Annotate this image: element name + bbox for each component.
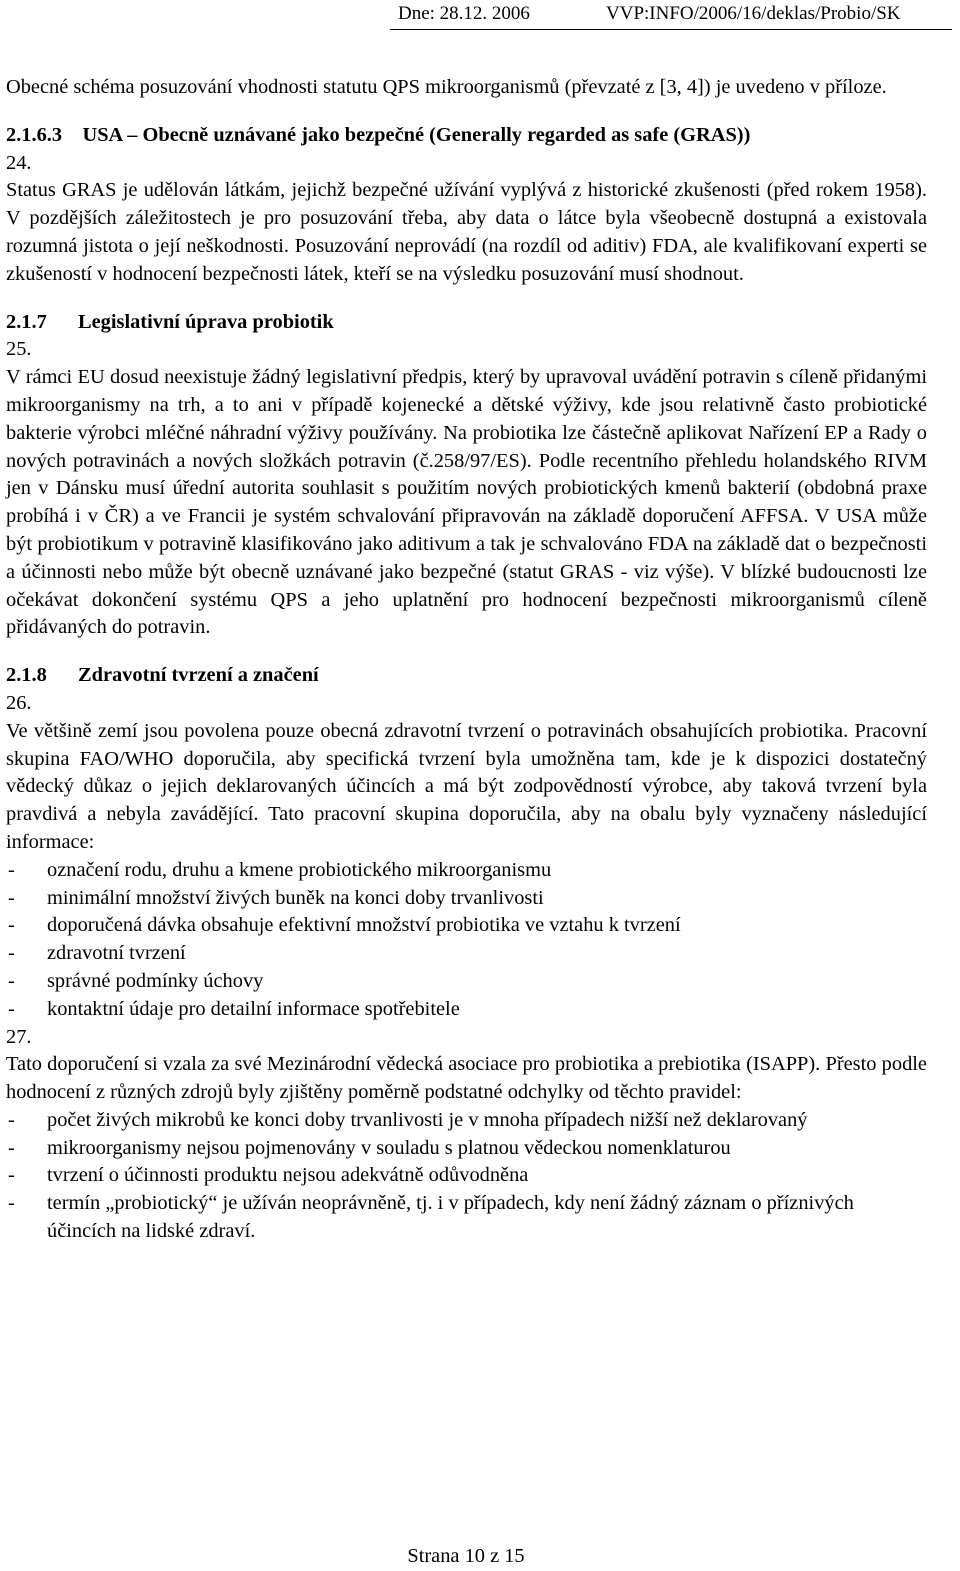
legislation-paragraph: V rámci EU dosud neexistuje žádný legislativní předpis, který by upravoval uvádění potravin s cíleně přidanými mikroorganismy na trh, a to ani v případě kojenecké a dětské výživy, kde jsou relativně často probiotické bakterie výrobci mléčné náhradní výživy používány. Na probiotika lze částečně aplikovat Nařízení EP a Rady o nových potravinách a nových složkách potravin (č.258/97/ES). Podle recentního přehledu holandského RIVM jen v Dánsku musí úřední autorita souhlasit s použitím nových probiotických kmenů bakterií (obdobná praxe probíhá i v ČR) a ve Francii je systém schvalování připravován na základě doporučení AFFSA. V USA může být probiotikum v potravině klasifikováno jako aditivum a tak je schvalováno FDA na základě dat o bezpečnosti a účinnosti nebo může být obecně uznávané jako bezpečné (statut GRAS - viz výše). V blízké budoucnosti lze očekávat dokončení systému QPS a jeho uplatnění pro hodnocení bezpečnosti mikroorganismů cíleně přidávaných do potravin. [6,366,927,639]
page-footer [0,1545,932,1568]
paragraph-number: 24. [6,151,32,174]
list-item: - správné podmínky úchovy [6,968,927,996]
list-item: - kontaktní údaje pro detailní informace spotřebitele [6,996,927,1024]
page-header [390,0,952,30]
section-title: Legislativní úprava probiotik [78,310,334,333]
paragraph-number: 25. [6,338,32,361]
document-body [6,74,927,1246]
section-number: 2.1.6.3 [6,123,63,146]
section-number: 2.1.7 [6,310,47,333]
header-date: Dne: 28.12. 2006 [398,3,530,24]
list-item: - tvrzení o účinnosti produktu nejsou adekvátně odůvodněna [6,1162,927,1190]
paragraph-number: 26. [6,691,32,714]
section-number: 2.1.8 [6,664,47,687]
paragraph-number: 27. [6,1025,32,1048]
section-heading-legislation [6,309,927,337]
list-item: - mikroorganismy nejsou pojmenovány v souladu s platnou vědeckou nomenklaturou [6,1135,927,1163]
list-item: - počet živých mikrobů ke konci doby trvanlivosti je v mnoha případech nižší než deklarovaný [6,1107,927,1135]
list-item: - minimální množství živých buněk na konci doby trvanlivosti [6,885,927,913]
list-item: - doporučená dávka obsahuje efektivní množství probiotika ve vztahu k tvrzení [6,912,927,940]
recommended-label-info-list [6,857,927,1024]
section-title: Zdravotní tvrzení a značení [78,664,319,687]
list-item: - termín „probiotický“ je užíván neoprávněně, tj. i v případech, kdy není žádný záznam o příznivých účincích na lidské zdraví. [6,1190,927,1246]
section-heading-gras [6,122,927,150]
section-title: USA – Obecně uznávané jako bezpečné (Generally regarded as safe (GRAS)) [82,123,751,146]
list-item: - označení rodu, druhu a kmene probiotického mikroorganismu [6,857,927,885]
health-claims-paragraph: Ve většině zemí jsou povolena pouze obecná zdravotní tvrzení o potravinách obsahujících probiotika. Pracovní skupina FAO/WHO doporučila, aby specifická tvrzení byla umožněna tam, kde je k dispozici dostatečný vědecký důkaz o jejich deklarovaných účincích a má být zodpovědností výrobce, aby taková tvrzení byla pravdivá a nebyla zavádějící. Tato pracovní skupina doporučila, aby na obalu byly vyznačeny následující informace: [6,719,927,853]
deviation-list [6,1107,927,1246]
section-heading-health-claims [6,662,927,690]
page-number-label: Strana 10 z 15 [407,1545,525,1567]
gras-paragraph: Status GRAS je udělován látkám, jejichž bezpečné užívání vyplývá z historické zkušenosti (před rokem 1958). V pozdějších záležitostech je pro posuzování třeba, aby data o látce byla všeobecně dostupná a existovala rozumná jistota o její neškodnosti. Posuzování neprovádí (na rozdíl od aditiv) FDA, ale kvalifikovaní experti se zkušeností v hodnocení bezpečnosti látek, kteří se na výsledku posuzování musí shodnout. [6,179,927,285]
header-reference: VVP:INFO/2006/16/deklas/Probio/SK [606,3,901,24]
list-item: - zdravotní tvrzení [6,940,927,968]
isapp-paragraph: Tato doporučení si vzala za své Mezinárodní vědecká asociace pro probiotika a prebiotika (ISAPP). Přesto podle hodnocení z různých zdrojů byly zjištěny poměrně podstatné odchylky od těchto pravidel: [6,1053,927,1104]
intro-paragraph: Obecné schéma posuzování vhodnosti statutu QPS mikroorganismů (převzaté z [3, 4]) je uvedeno v příloze. [6,76,887,98]
